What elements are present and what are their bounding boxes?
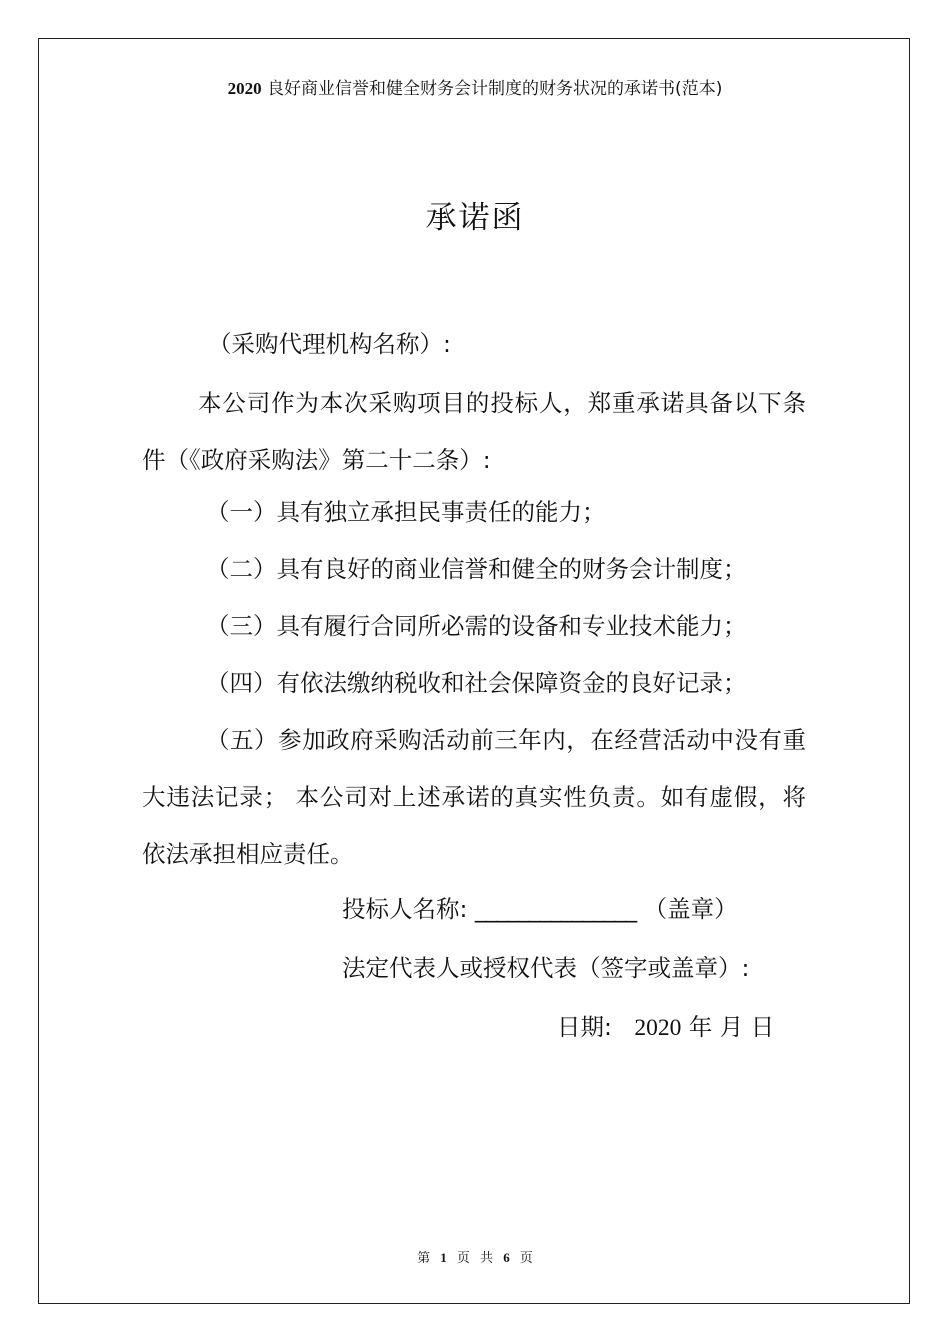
condition-item-3: （三）具有履行合同所必需的设备和专业技术能力； (206, 612, 747, 640)
footer-prefix: 第 (417, 1251, 431, 1266)
date-year: 2020 (634, 1015, 682, 1041)
date-rest: 年 月 日 (688, 1013, 775, 1041)
date-line (557, 1007, 774, 1048)
footer-suffix: 页 (519, 1251, 533, 1266)
bidder-name-label: 投标人名称: (342, 895, 468, 923)
bidder-name-line (342, 889, 738, 929)
conditions-list (142, 484, 806, 883)
addressee-line: （采购代理机构名称）: (208, 330, 451, 358)
intro-block (142, 375, 806, 489)
bidder-name-blank: _______________ (474, 895, 637, 923)
bidder-seal-label: （盖章） (643, 895, 738, 923)
condition-item-2: （二）具有良好的商业信誉和健全的财务会计制度； (206, 555, 747, 583)
document-title: 承诺函 (425, 200, 525, 236)
running-header (0, 77, 950, 101)
footer-total-pages: 6 (503, 1250, 510, 1265)
condition-item-1: （一）具有独立承担民事责任的能力； (206, 498, 606, 526)
header-title: 良好商业信誉和健全财务会计制度的财务状况的承诺书(范本) (267, 79, 723, 99)
representative-line: 法定代表人或授权代表（签字或盖章）: (342, 954, 750, 982)
footer-middle: 页 共 (456, 1251, 494, 1266)
intro-paragraph: 本公司作为本次采购项目的投标人，郑重承诺具备以下条件（《政府采购法》第二十二条）: (142, 389, 806, 474)
footer-current-page: 1 (440, 1250, 447, 1265)
page-footer (0, 1249, 950, 1268)
condition-item-4: （四）有依法缴纳税收和社会保障资金的良好记录； (206, 669, 747, 697)
condition-item-5: （五）参加政府采购活动前三年内，在经营活动中没有重大违法记录； 本公司对上述承诺的真实性负责。如有虚假，将依法承担相应责任。 (142, 726, 806, 868)
date-label: 日期: (557, 1013, 612, 1041)
header-year: 2020 (227, 79, 262, 98)
